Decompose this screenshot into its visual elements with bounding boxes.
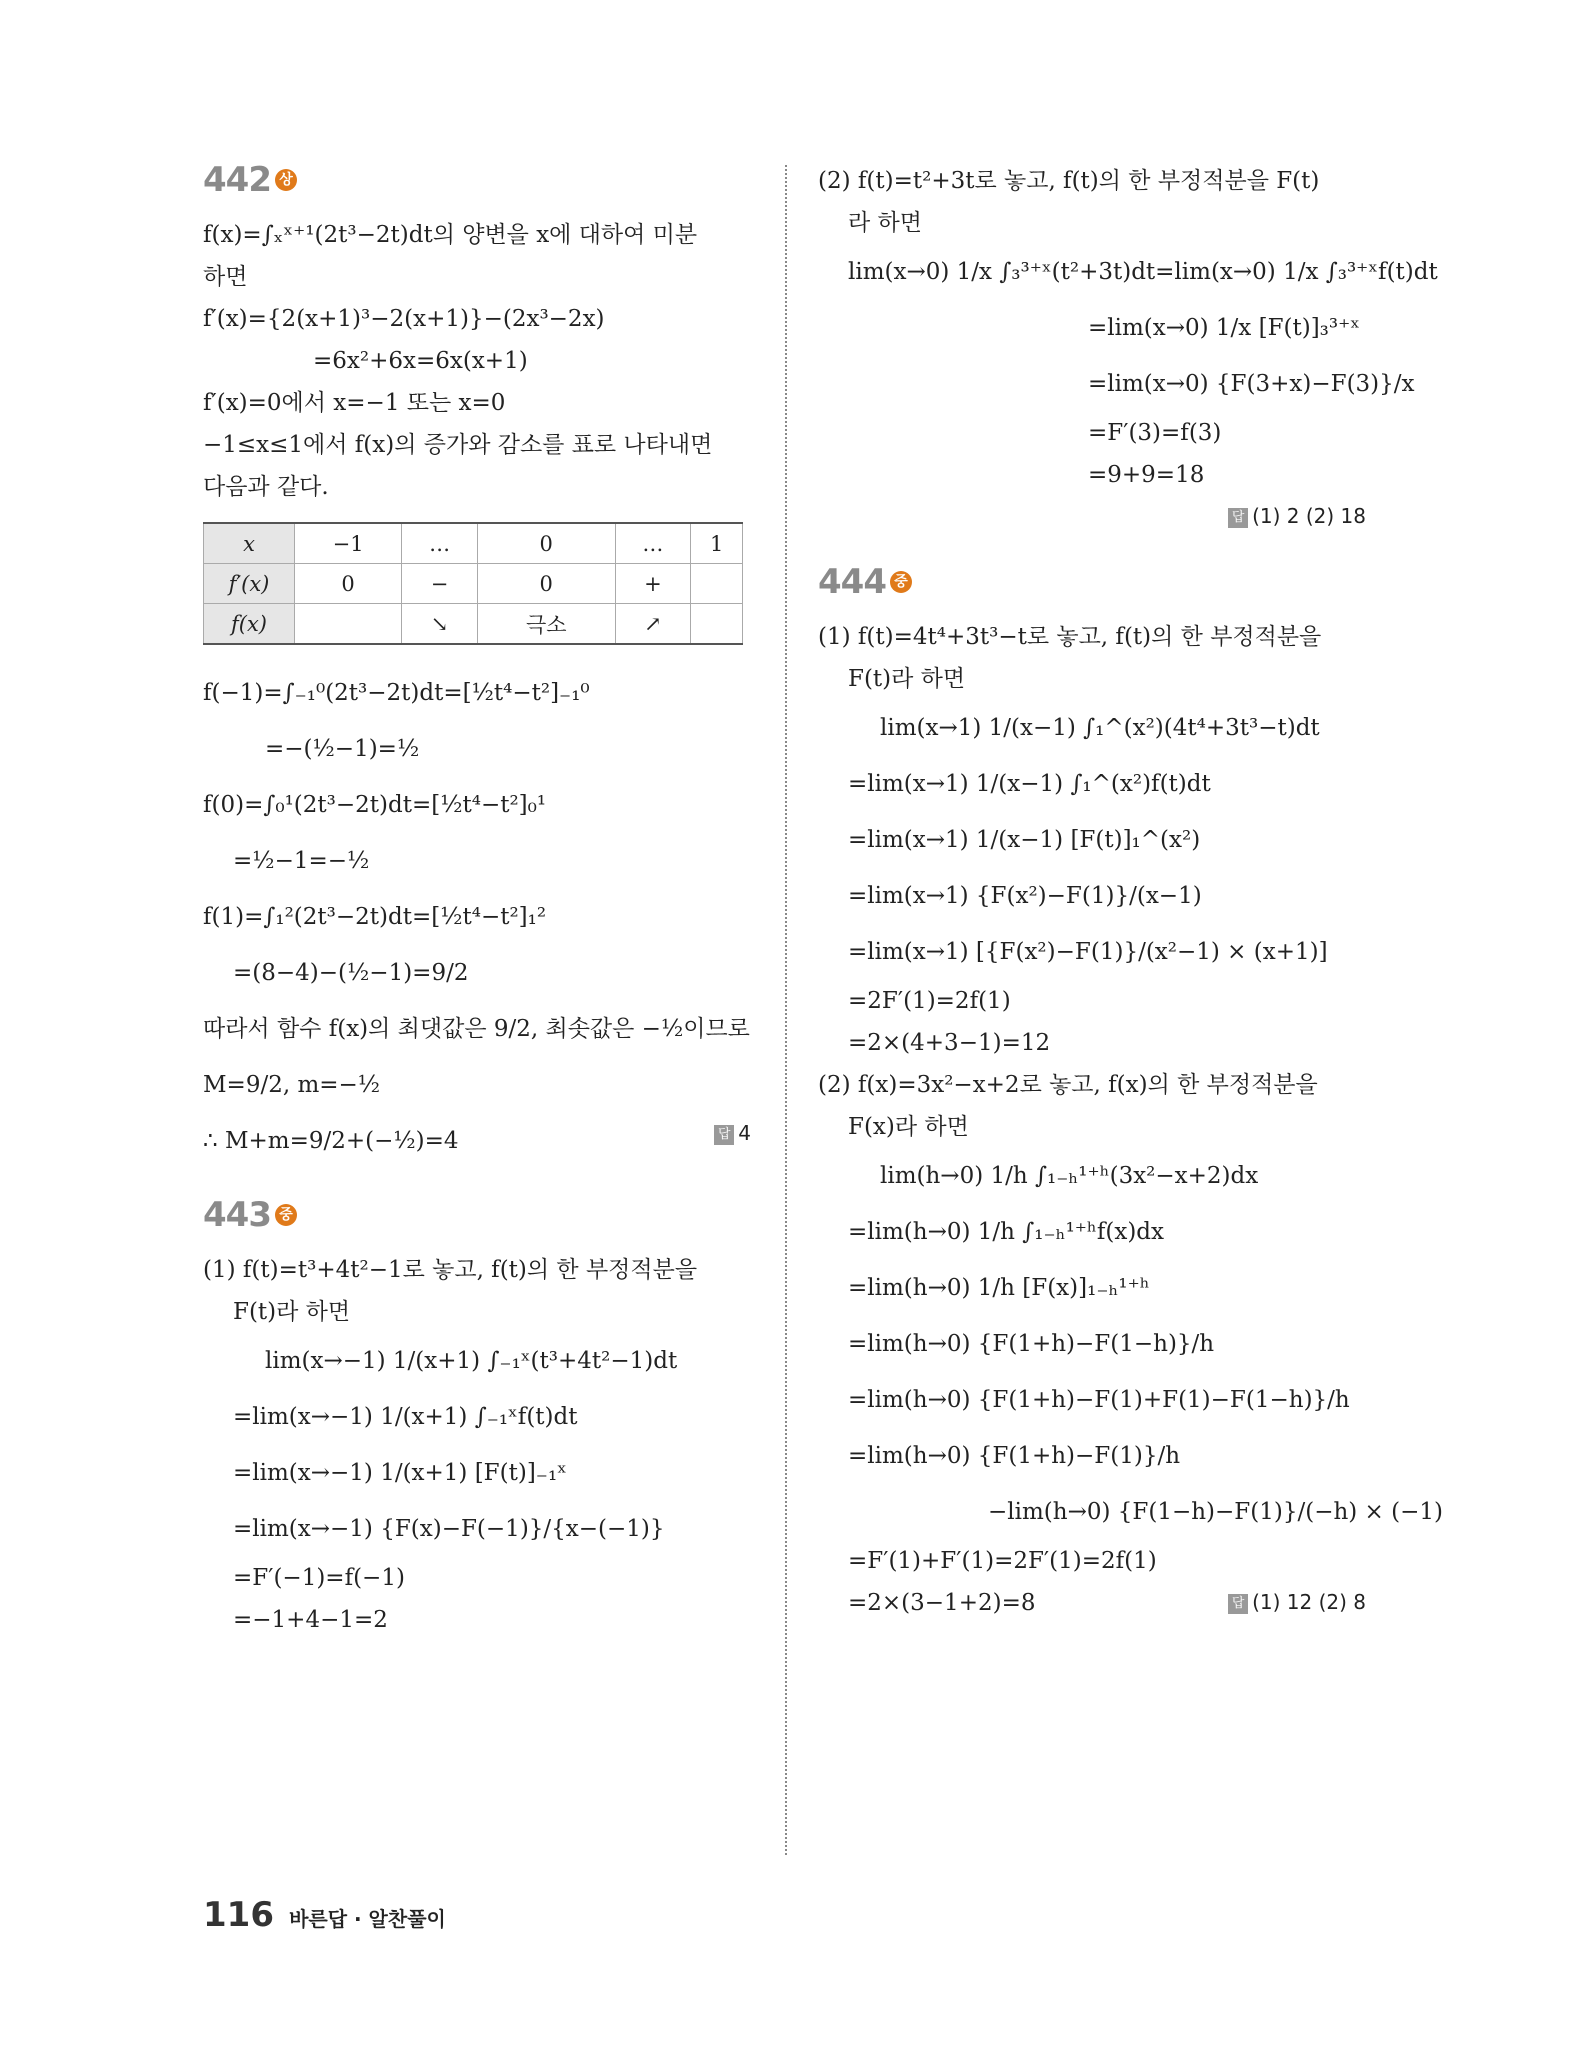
solution-line: =lim(x→0) 1/x [F(t)]₃³⁺ˣ xyxy=(1088,315,1361,341)
right-column xyxy=(818,160,1443,1650)
solution-line: =lim(x→1) 1/(x−1) ∫₁^(x²)f(t)dt xyxy=(848,771,1211,797)
table-cell: x xyxy=(204,523,295,564)
answer-mark-icon: 답 xyxy=(714,1125,734,1145)
solution-line: =lim(h→0) {F(1+h)−F(1)}/h xyxy=(848,1443,1181,1469)
solution-line: lim(x→1) 1/(x−1) ∫₁^(x²)(4t⁴+3t³−t)dt xyxy=(880,715,1320,741)
solution-line: =F′(3)=f(3) xyxy=(1088,420,1222,446)
solution-line: f(x)=∫ₓˣ⁺¹(2t³−2t)dt의 양변을 x에 대하여 미분 xyxy=(203,222,698,248)
solution-line: M=9/2, m=−½ xyxy=(203,1072,381,1098)
solution-line: =lim(x→−1) {F(x)−F(−1)}/{x−(−1)} xyxy=(233,1516,665,1542)
table-row xyxy=(204,604,743,645)
solution-line: (1) f(t)=t³+4t²−1로 놓고, f(t)의 한 부정적분을 xyxy=(203,1257,698,1283)
solution-line: =lim(x→0) {F(3+x)−F(3)}/x xyxy=(1088,371,1415,397)
problem-number: 443 xyxy=(203,1195,271,1235)
solution-line: (1) f(t)=4t⁴+3t³−t로 놓고, f(t)의 한 부정적분을 xyxy=(818,624,1322,650)
table-cell: 0 xyxy=(477,564,615,604)
solution-line: =lim(x→1) {F(x²)−F(1)}/(x−1) xyxy=(848,883,1202,909)
answer-value: (1) 2 (2) 18 xyxy=(1252,504,1366,528)
answer-mark-icon: 답 xyxy=(1228,1594,1248,1614)
solution-line xyxy=(203,1113,751,1169)
solution-line: 하면 xyxy=(203,264,248,290)
answer xyxy=(1228,1582,1366,1624)
solution-line: f′(x)=0에서 x=−1 또는 x=0 xyxy=(203,390,506,416)
table-cell: 극소 xyxy=(477,604,615,645)
book-title: 바른답 · 알찬풀이 xyxy=(289,1907,446,1931)
solution-line: =2F′(1)=2f(1) xyxy=(848,988,1011,1014)
solution-line: 라 하면 xyxy=(848,210,922,236)
solution-line: −lim(h→0) {F(1−h)−F(1)}/(−h) × (−1) xyxy=(988,1499,1443,1525)
table-cell xyxy=(691,604,743,645)
solution-line: f(1)=∫₁²(2t³−2t)dt=[½t⁴−t²]₁² xyxy=(203,904,547,930)
conclusion-text: =2×(3−1+2)=8 xyxy=(848,1590,1036,1616)
solution-line: F(t)라 하면 xyxy=(848,666,966,692)
answer-value: 4 xyxy=(738,1121,751,1145)
table-row xyxy=(204,564,743,604)
table-cell: … xyxy=(402,523,478,564)
solution-line: 다음과 같다. xyxy=(203,474,329,500)
solution-line: =lim(x→−1) 1/(x+1) ∫₋₁ˣf(t)dt xyxy=(233,1404,578,1430)
solution-line: =lim(x→1) [{F(x²)−F(1)}/(x²−1) × (x+1)] xyxy=(848,939,1328,965)
solution-line: =½−1=−½ xyxy=(233,848,370,874)
solution-line: =lim(x→1) 1/(x−1) [F(t)]₁^(x²) xyxy=(848,827,1201,853)
table-cell xyxy=(295,604,402,645)
solution-line: f′(x)={2(x+1)³−2(x+1)}−(2x³−2x) xyxy=(203,306,605,332)
problem-444 xyxy=(818,562,1443,1624)
table-cell: f′(x) xyxy=(204,564,295,604)
table-cell: f(x) xyxy=(204,604,295,645)
table-cell: 0 xyxy=(477,523,615,564)
page-footer xyxy=(203,1895,446,1935)
solution-line: =lim(h→0) 1/h ∫₁₋ₕ¹⁺ʰf(x)dx xyxy=(848,1219,1165,1245)
solution-line: −1≤x≤1에서 f(x)의 증가와 감소를 표로 나타내면 xyxy=(203,432,713,458)
page-number: 116 xyxy=(203,1895,274,1935)
difficulty-badge: 중 xyxy=(275,1204,297,1226)
solution-line: 따라서 함수 f(x)의 최댓값은 9/2, 최솟값은 −½이므로 xyxy=(203,1016,750,1042)
solution-line: =lim(x→−1) 1/(x+1) [F(t)]₋₁ˣ xyxy=(233,1460,567,1486)
problem-443 xyxy=(203,1195,751,1641)
solution-line: f(0)=∫₀¹(2t³−2t)dt=[½t⁴−t²]₀¹ xyxy=(203,792,547,818)
table-row xyxy=(204,523,743,564)
solution-line: lim(x→−1) 1/(x+1) ∫₋₁ˣ(t³+4t²−1)dt xyxy=(265,1348,678,1374)
table-cell: + xyxy=(615,564,691,604)
table-cell: ↗ xyxy=(615,604,691,645)
problem-442 xyxy=(203,160,751,1169)
answer xyxy=(714,1113,751,1169)
solution-line xyxy=(818,1582,1366,1624)
table-cell: 1 xyxy=(691,523,743,564)
solution-line: (2) f(t)=t²+3t로 놓고, f(t)의 한 부정적분을 F(t) xyxy=(818,168,1320,194)
difficulty-badge: 중 xyxy=(890,571,912,593)
answer-value: (1) 12 (2) 8 xyxy=(1252,1590,1366,1614)
problem-443-part2 xyxy=(818,160,1438,536)
solution-line: F(t)라 하면 xyxy=(233,1299,351,1325)
solution-line: =−1+4−1=2 xyxy=(233,1607,388,1633)
solution-line: =−(½−1)=½ xyxy=(265,736,420,762)
solution-line: =F′(−1)=f(−1) xyxy=(233,1565,405,1591)
left-column xyxy=(203,160,751,1667)
answer-mark-icon: 답 xyxy=(1228,508,1248,528)
solution-line: F(x)라 하면 xyxy=(848,1114,969,1140)
table-cell: − xyxy=(402,564,478,604)
solution-line: =(8−4)−(½−1)=9/2 xyxy=(233,960,469,986)
table-cell xyxy=(691,564,743,604)
table-cell: … xyxy=(615,523,691,564)
answer xyxy=(818,496,1366,536)
solution-line: =9+9=18 xyxy=(1088,462,1205,488)
difficulty-badge: 상 xyxy=(275,169,297,191)
problem-number: 442 xyxy=(203,160,271,200)
solution-line: =lim(h→0) 1/h [F(x)]₁₋ₕ¹⁺ʰ xyxy=(848,1275,1150,1301)
solution-line: =2×(4+3−1)=12 xyxy=(848,1030,1051,1056)
solution-line: =lim(h→0) {F(1+h)−F(1)+F(1)−F(1−h)}/h xyxy=(848,1387,1350,1413)
solution-line: =6x²+6x=6x(x+1) xyxy=(313,348,528,374)
conclusion-text: ∴ M+m=9/2+(−½)=4 xyxy=(203,1128,459,1154)
solution-line: f(−1)=∫₋₁⁰(2t³−2t)dt=[½t⁴−t²]₋₁⁰ xyxy=(203,680,590,706)
table-cell: −1 xyxy=(295,523,402,564)
solution-line: lim(x→0) 1/x ∫₃³⁺ˣ(t²+3t)dt=lim(x→0) 1/x ∫₃³⁺ˣf(t)dt xyxy=(848,259,1438,285)
table-cell: ↘ xyxy=(402,604,478,645)
column-divider xyxy=(785,165,787,1855)
increase-decrease-table xyxy=(203,522,743,645)
solution-line: lim(h→0) 1/h ∫₁₋ₕ¹⁺ʰ(3x²−x+2)dx xyxy=(880,1163,1259,1189)
problem-number: 444 xyxy=(818,562,886,602)
solution-line: (2) f(x)=3x²−x+2로 놓고, f(x)의 한 부정적분을 xyxy=(818,1072,1318,1098)
solution-line: =F′(1)+F′(1)=2F′(1)=2f(1) xyxy=(848,1548,1157,1574)
table-cell: 0 xyxy=(295,564,402,604)
solution-line: =lim(h→0) {F(1+h)−F(1−h)}/h xyxy=(848,1331,1215,1357)
